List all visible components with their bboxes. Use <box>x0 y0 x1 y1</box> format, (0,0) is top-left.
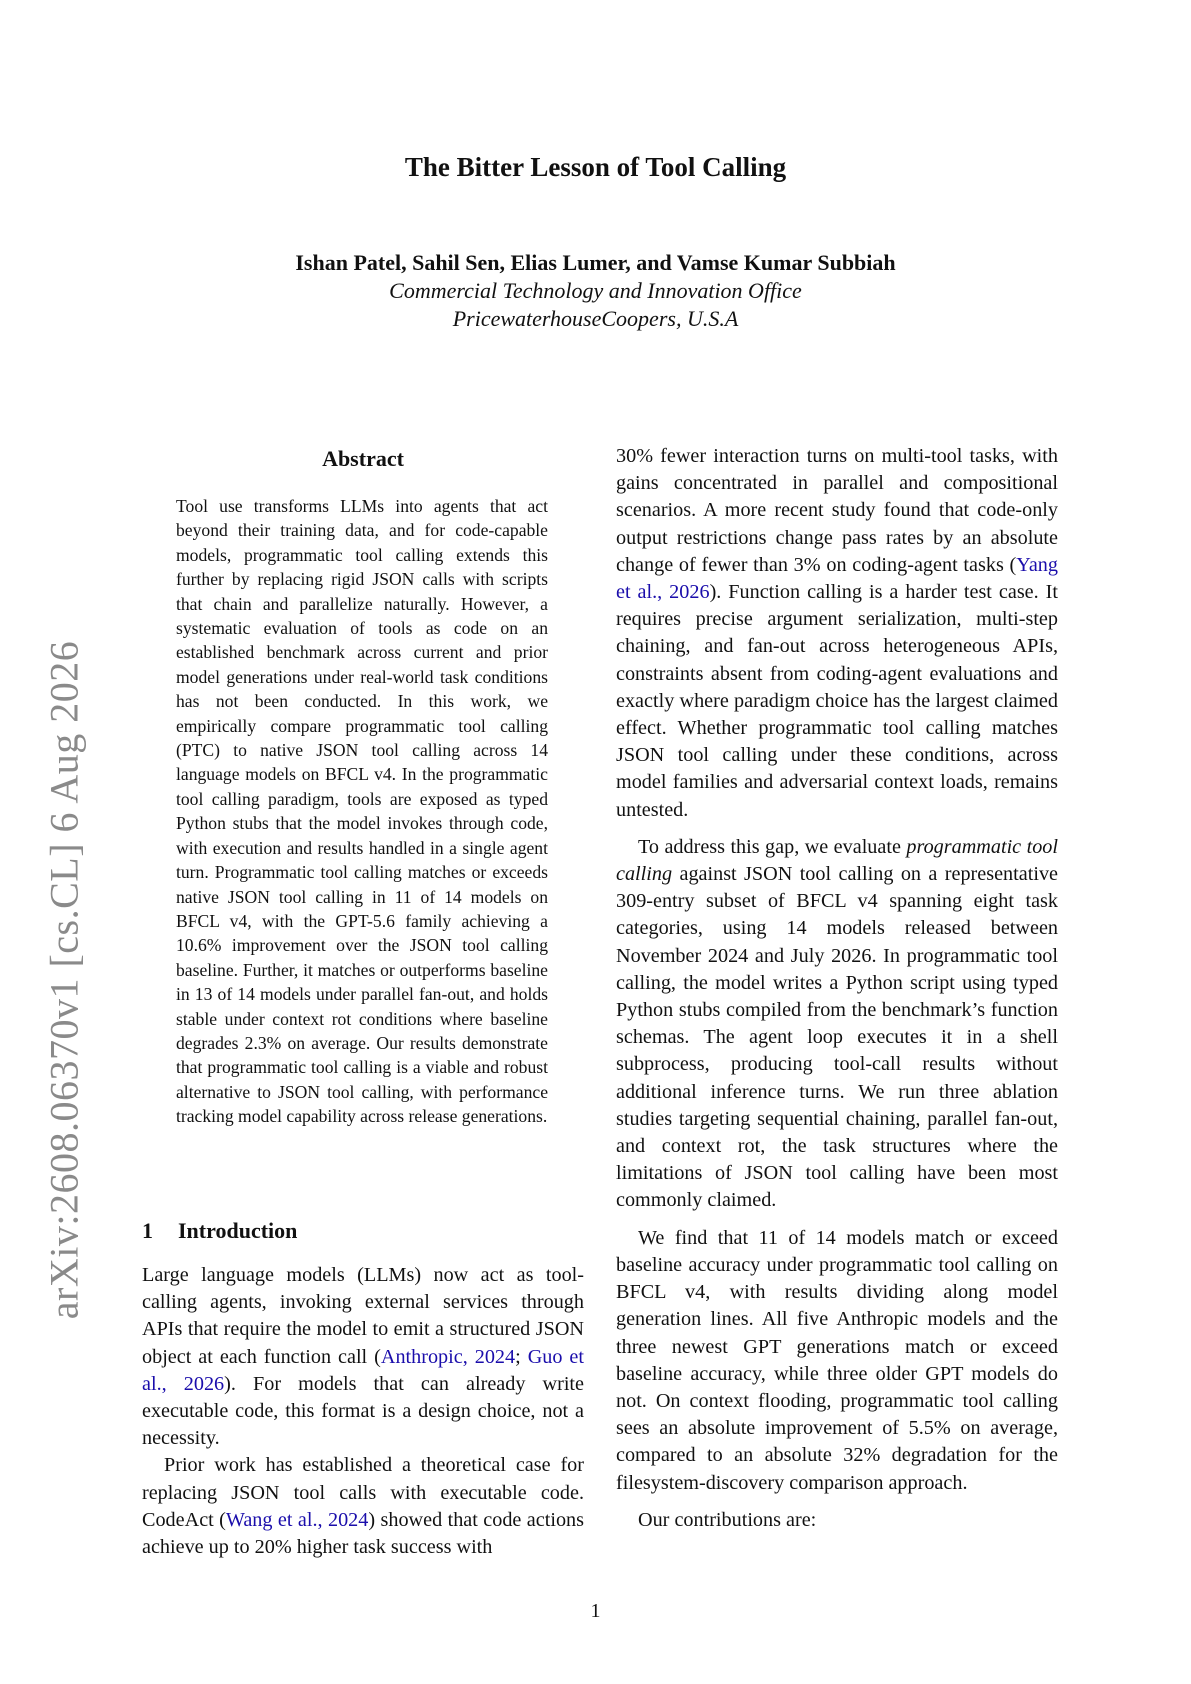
text-run: ) showed that code actions achieve up to 20% higher task success with <box>142 1508 584 1559</box>
intro-paragraph-4: We find that 11 of 14 models match or exceed baseline accuracy under programmatic tool calling on BFCL v4, with results dividing along model generation lines. All five Anthropic models and the three newest GPT generations match or exceed baseline accuracy, while three older GPT models do not. On context flooding, programmatic tool calling sees an absolute improvement of 5.5% on average, compared to an absolute 32% degradation for the filesystem-discovery comparison approach. <box>616 1226 1058 1494</box>
text-run: 30% fewer interaction turns on multi-tool tasks, with gains concentrated in parallel and compositional scenarios. A more recent study found that code-only output restrictions change pass rates by an absolute change of fewer than 3% on coding-agent tasks ( <box>616 445 1058 576</box>
citation-link[interactable]: Wang et al., 2024 <box>225 1508 369 1531</box>
intro-paragraph-3 <box>616 834 1058 1215</box>
text-run: To address this gap, we evaluate <box>638 835 907 858</box>
arxiv-identifier: arXiv:2608.06370v1 [cs.CL] 6 Aug 2026 <box>41 640 87 1320</box>
text-run: ). For models that can already write executable code, this format is a design choice, not a necessity. <box>142 1372 584 1450</box>
paper-title: The Bitter Lesson of Tool Calling <box>404 152 787 182</box>
text-run: ; <box>515 1345 528 1368</box>
citation-link[interactable]: Guo et al., 2026 <box>142 1345 584 1395</box>
page-number: 1 <box>590 1600 601 1622</box>
author-list: Ishan Patel, Sahil Sen, Elias Lumer, and Vamse Kumar Subbiah <box>295 250 896 275</box>
intro-paragraph-2 <box>142 1452 584 1561</box>
intro-paragraph-1 <box>142 1262 584 1452</box>
emphasis-text: programmatic tool calling <box>616 835 1058 886</box>
text-run: Large language models (LLMs) now act as tool-calling agents, invoking external services through APIs that require the model to emit a structured JSON object at each function call ( <box>142 1264 584 1368</box>
abstract-heading: Abstract <box>322 446 404 471</box>
text-run: ). Function calling is a harder test case. It requires precise argument serialization, multi-step chaining, and fan-out across heterogeneous APIs, constraints absent from coding-agent evaluations and exactly where paradigm choice has the largest claimed effect. Whether programmatic tool calling matches JSON tool calling under these conditions, across model families and adversarial context loads, remains untested. <box>616 581 1058 821</box>
section-heading-introduction <box>142 1218 584 1244</box>
affiliation-company: PricewaterhouseCoopers, U.S.A <box>452 306 739 331</box>
citation-link[interactable]: Anthropic, 2024 <box>380 1345 516 1368</box>
abstract-text: Tool use transforms LLMs into agents that act beyond their training data, and for code-capable models, programmatic tool calling extends this further by replacing rigid JSON calls with scripts that chain and parallelize naturally. However, a systematic evaluation of tools as code on an established benchmark across current and prior model generations under real-world task conditions has not been conducted. In this work, we empirically compare programmatic tool calling (PTC) to native JSON tool calling across 14 language models on BFCL v4. In the programmatic tool calling paradigm, tools are exposed as typed Python stubs that the model invokes through code, with execution and results handled in a single agent turn. Programmatic tool calling matches or exceeds native JSON tool calling in 11 of 14 models on BFCL v4, with the GPT-5.6 family achieving a 10.6% improvement over the JSON tool calling baseline. Further, it matches or outperforms baseline in 13 of 14 models under parallel fan-out, and holds stable under context rot conditions where baseline degrades 2.3% on average. Our results demonstrate that programmatic tool calling is a viable and robust alternative to JSON tool calling, with performance tracking model capability across release generations. <box>176 496 548 1127</box>
section-title: Introduction <box>178 1218 298 1243</box>
section-number: 1 <box>142 1218 153 1243</box>
right-column-body <box>616 443 1058 1534</box>
text-run: against JSON tool calling on a representative 309-entry subset of BFCL v4 spanning eight task categories, using 14 models released between November 2024 and July 2026. In programmatic tool calling, the model writes a Python script using typed Python stubs compiled from the benchmark’s function schemas. The agent loop executes it in a shell subprocess, producing tool-call results without additional inference turns. We run three ablation studies targeting sequential chaining, parallel fan-out, and context rot, the task structures where the limitations of JSON tool calling have been most commonly claimed. <box>616 863 1058 1212</box>
intro-paragraph-5: Our contributions are: <box>638 1508 817 1531</box>
text-run: Prior work has established a theoretical case for replacing JSON tool calls with executable code. CodeAct ( <box>142 1454 584 1531</box>
left-column-body <box>142 1262 584 1561</box>
intro-paragraph-2-continued <box>616 443 1058 824</box>
affiliation-office: Commercial Technology and Innovation Office <box>389 278 802 303</box>
citation-link[interactable]: Yang et al., 2026 <box>616 553 1058 604</box>
